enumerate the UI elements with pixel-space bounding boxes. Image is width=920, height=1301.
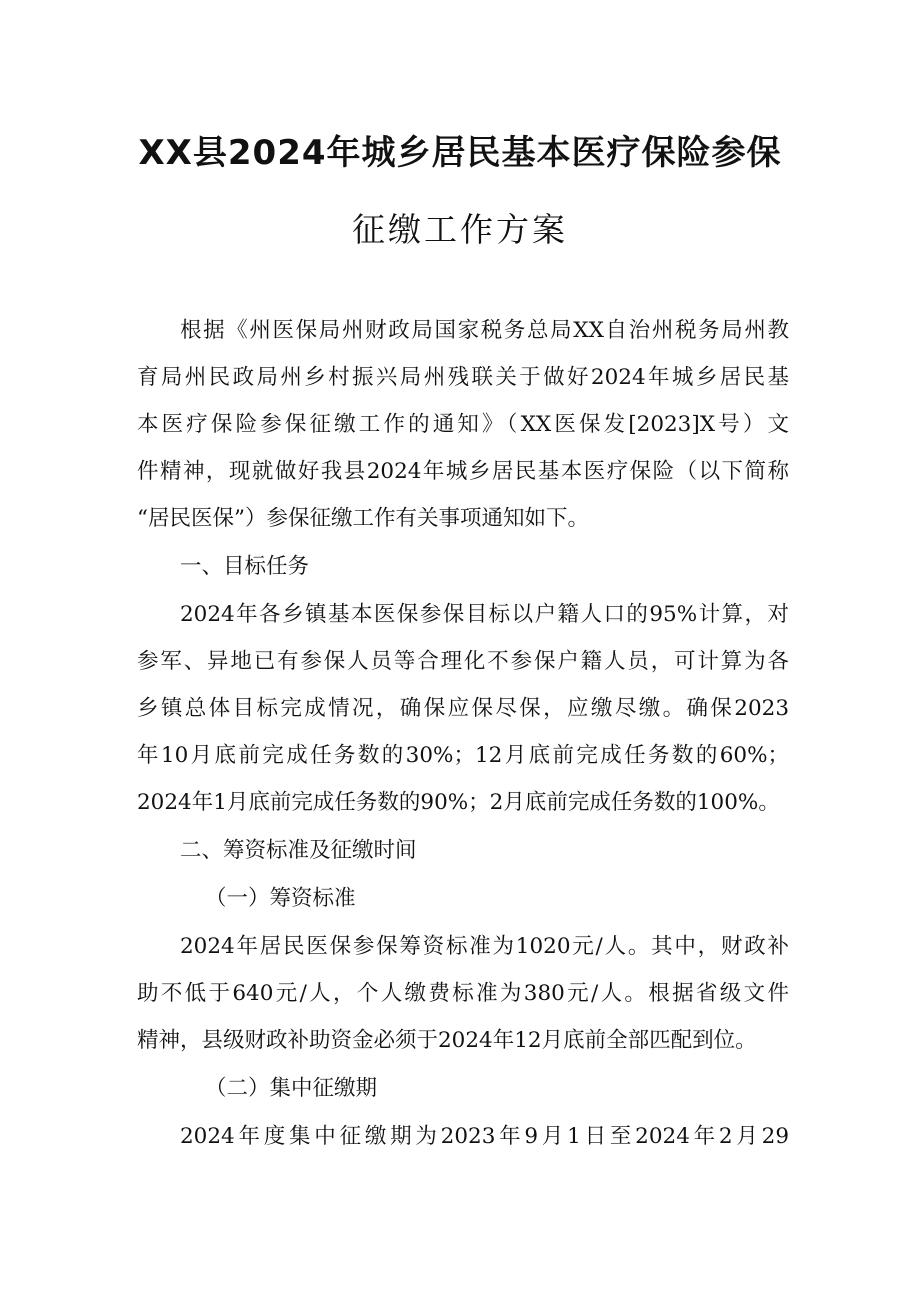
- paragraph-line: 精神，县级财政补助资金必须于2024年12月底前全部匹配到位。: [137, 1028, 757, 1053]
- paragraph-line: 2024年1月底前完成任务数的90%；2月底前完成任务数的100%。: [137, 790, 780, 815]
- paragraph-line: 2024年度集中征缴期为2023年9月1日至2024年2月29: [180, 1124, 789, 1149]
- paragraph-line: “居民医保”）参保征缴工作有关事项通知如下。: [137, 506, 589, 531]
- paragraph-line: 本医疗保险参保征缴工作的通知》（XX医保发[2023]X号）文: [137, 412, 789, 437]
- paragraph-line: 育局州民政局州乡村振兴局州残联关于做好2024年城乡居民基: [137, 365, 789, 390]
- document-title-line-2: 征缴工作方案: [352, 210, 568, 249]
- paragraph-line: 2024年居民医保参保筹资标准为1020元/人。其中，财政补: [180, 934, 789, 959]
- document-title-line-1: XX县2024年城乡居民基本医疗保险参保: [138, 133, 782, 173]
- paragraph-line: 件精神，现就做好我县2024年城乡居民基本医疗保险（以下简称: [137, 459, 789, 484]
- subsection-heading: （一）筹资标准: [205, 886, 356, 911]
- paragraph-line: 根据《州医保局州财政局国家税务总局XX自治州税务局州教: [180, 318, 789, 343]
- paragraph-line: 助不低于640元/人，个人缴费标准为380元/人。根据省级文件: [137, 981, 789, 1006]
- subsection-heading: （二）集中征缴期: [205, 1076, 378, 1101]
- section-heading: 二、筹资标准及征缴时间: [180, 838, 417, 863]
- paragraph-line: 年10月底前完成任务数的30%；12月底前完成任务数的60%；: [137, 743, 789, 768]
- section-heading: 一、目标任务: [180, 554, 310, 579]
- paragraph-line: 2024年各乡镇基本医保参保目标以户籍人口的95%计算，对: [180, 602, 789, 627]
- paragraph-line: 乡镇总体目标完成情况，确保应保尽保，应缴尽缴。确保2023: [137, 696, 789, 721]
- paragraph-line: 参军、异地已有参保人员等合理化不参保户籍人员，可计算为各: [137, 649, 789, 674]
